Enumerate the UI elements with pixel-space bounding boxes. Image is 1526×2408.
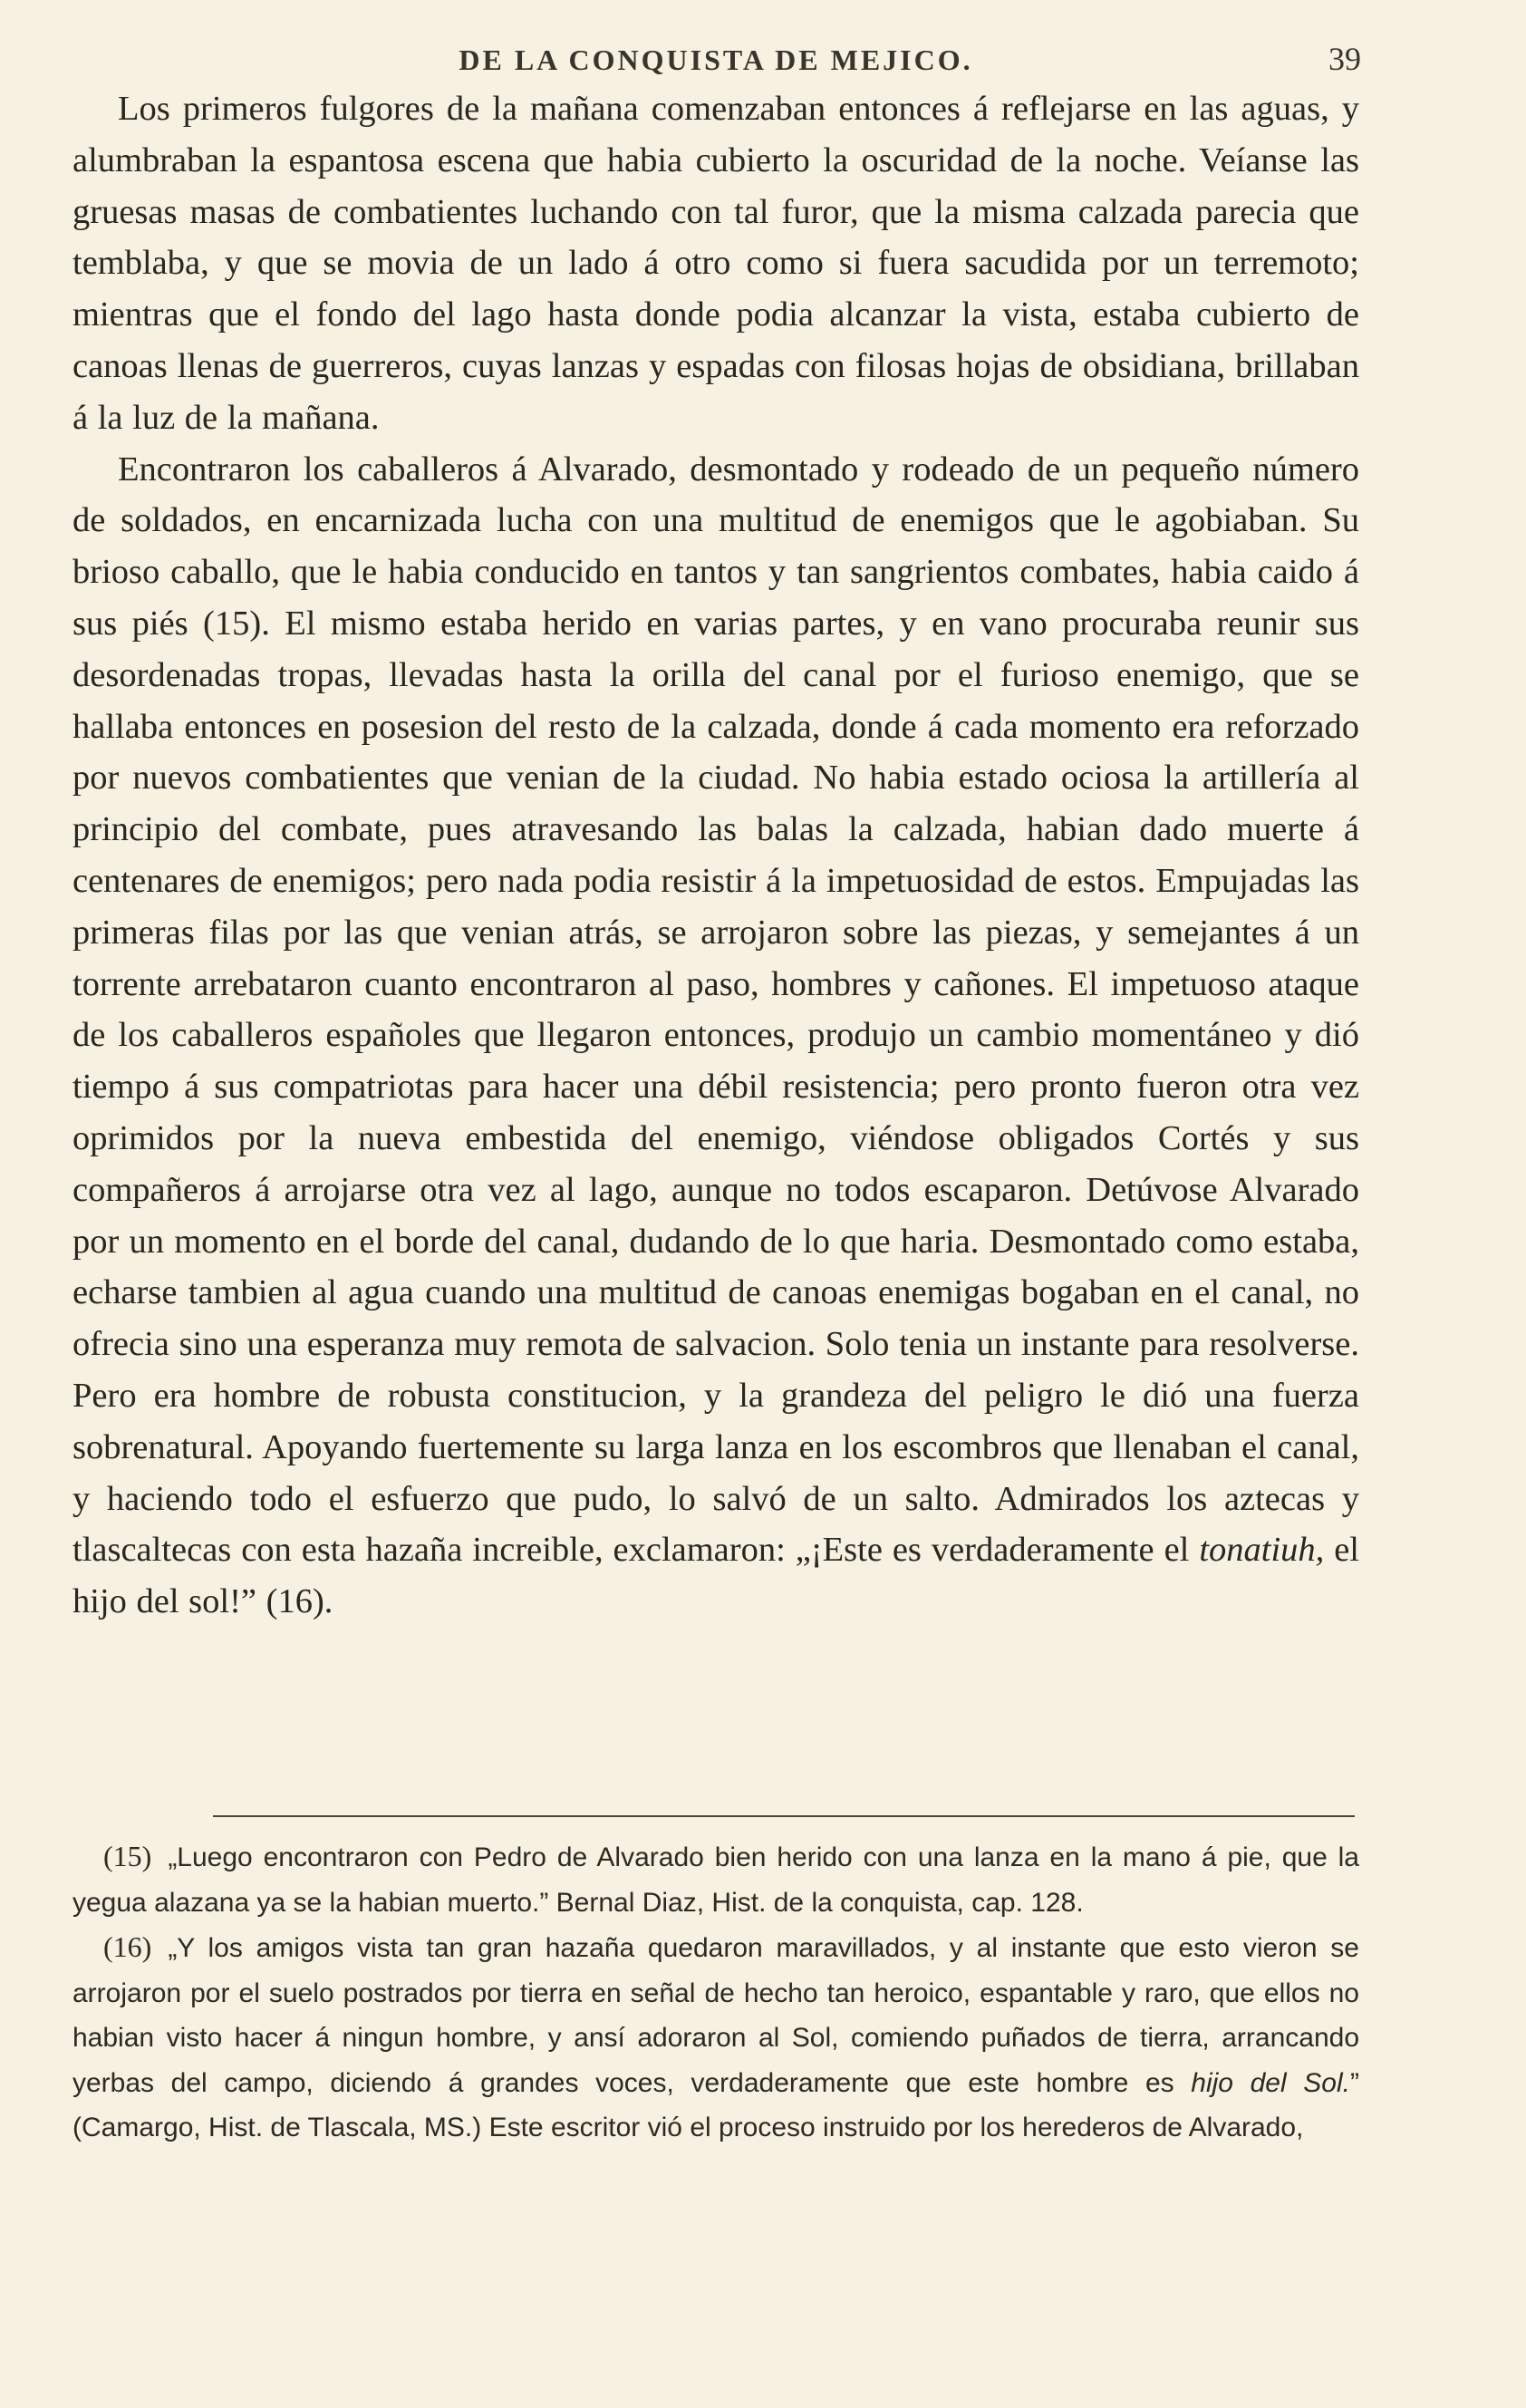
paragraph-1-text: Los primeros fulgores de la mañana comenzaban entonces á reflejarse en las aguas, y alumbraban la espantosa escena que habia cubierto la oscuridad de la noche. Veíanse las gruesas masas de combatientes luchando con tal furor, que la misma calzada parecia que temblaba, y que se movia de un lado á otro como si fuera sacudida por un terremoto; mientras que el fondo del lago hasta donde podia alcanzar la vista, estaba cubierto de canoas llenas de guerreros, cuyas lanzas y espadas con filosas hojas de obsidiana, brillaban á la luz de la mañana. <box>72 90 1359 437</box>
paragraph-2-text: Encontraron los caballeros á Alvarado, desmontado y rodeado de un pequeño número de soldados, en encarnizada lucha con una multitud de enemigos que le agobiaban. Su brioso caballo, que le habia conducido en tantos y tan sangrientos combates, habia caido á sus piés (15). El mismo estaba herido en varias partes, y en vano procuraba reunir sus desordenadas tropas, llevadas hasta la orilla del canal por el furioso enemigo, que se hallaba entonces en posesion del resto de la calzada, donde á cada momento era reforzado por nuevos combatientes que venian de la ciudad. No habia estado ociosa la artillería al principio del combate, pues atravesando las balas la calzada, habian dado muerte á centenares de enemigos; pero nada podia resistir á la impetuosidad de estos. Empujadas las primeras filas por las que venian atrás, se arrojaron sobre las piezas, y semejantes á un torrente arrebataron cuanto encontraron al paso, hombres y cañones. El impetuoso ataque de los caballeros españoles que llegaron entonces, produjo un cambio momentáneo y dió tiempo á sus compatriotas para hacer una débil resistencia; pero pronto fueron otra vez oprimidos por la nueva embestida del enemigo, viéndose obligados Cortés y sus compañeros á arrojarse otra vez al lago, aunque no todos escaparon. Detúvose Alvarado por un momento en el borde del canal, dudando de lo que haria. Desmontado como estaba, echarse tambien al agua cuando una multitud de canoas enemigas bogaban en el canal, no ofrecia sino una esperanza muy remota de salvacion. Solo tenia un instante para resolverse. Pero era hombre de robusta constitucion, y la grandeza del peligro le dió una fuerza sobrenatural. Apoyando fuertemente su larga lanza en los escombros que llenaban el canal, y haciendo todo el esfuerzo que pudo, lo salvó de un salto. Admirados los aztecas y tlascaltecas con esta hazaña increible, exclamaron: „¡Este es verdaderamente el <box>72 450 1359 1570</box>
page-number: 39 <box>1328 41 1361 77</box>
footnote-16-text: „Y los amigos vista tan gran hazaña quedaron maravillados, y al instante que esto vieron se arrojaron por el suelo postrados por tierra en señal de hecho tan heroico, espantable y raro, que ellos no habian visto hacer á ningun hombre, y ansí adoraron al Sol, comiendo puñados de tierra, arrancando yerbas del campo, diciendo á grandes voces, verdaderamente que este hombre es <box>72 1933 1359 2098</box>
body-text <box>72 83 1359 1628</box>
footnote-15-text: „Luego encontraron con Pedro de Alvarado bien herido con una lanza en la mano á pie, que la yegua alazana ya se la habian muerto.” Bernal Diaz, Hist. de la conquista, cap. 128. <box>72 1842 1359 1918</box>
running-title: DE LA CONQUISTA DE MEJICO. <box>459 44 973 76</box>
paragraph-2 <box>72 444 1359 1628</box>
footnote-16-number: (16) <box>103 1930 152 1963</box>
footnote-15 <box>72 1834 1359 1925</box>
footnote-16-end: ” (Camargo, Hist. de Tlascala, MS.) Este escritor vió el proceso instruido por los herederos de Alvarado, <box>72 2067 1359 2142</box>
footnote-15-number: (15) <box>103 1840 152 1872</box>
running-head <box>72 41 1361 83</box>
tonatiuh-term: tonatiuh, <box>1199 1531 1325 1570</box>
footnote-16-italic: hijo del Sol. <box>1191 2067 1350 2098</box>
footnote-divider <box>213 1815 1355 1817</box>
footnote-16 <box>72 1925 1359 2151</box>
paragraph-2-end: el hijo del sol!” (16). <box>72 1531 1360 1621</box>
paragraph-1 <box>72 83 1359 444</box>
footnotes <box>72 1834 1359 2151</box>
